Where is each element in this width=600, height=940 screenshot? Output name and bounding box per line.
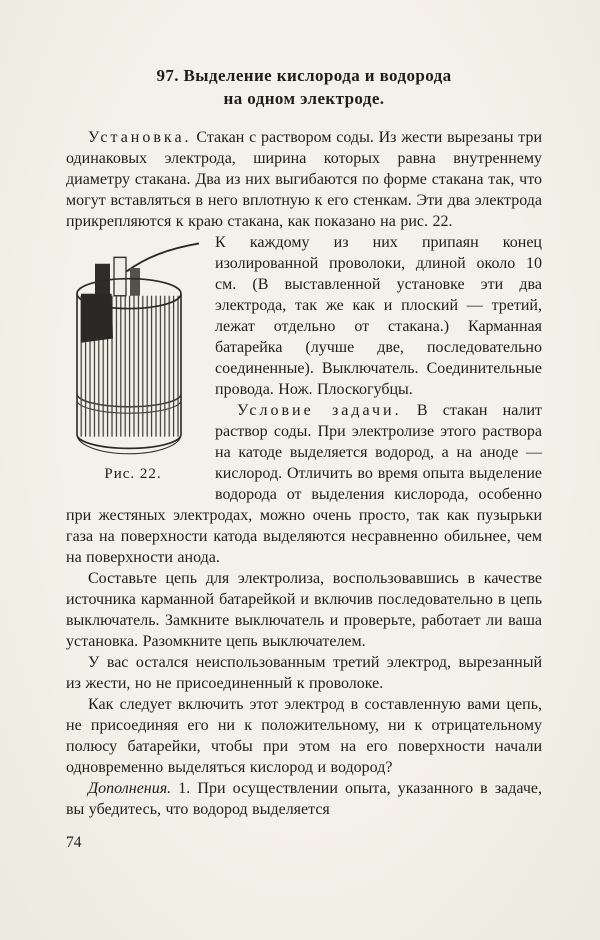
paragraph-question — [66, 694, 542, 778]
paragraph-additions — [66, 778, 542, 820]
additions-lead-word: Дополнения. — [88, 780, 172, 797]
additions-text: 1. При осуществлении опыта, указанного в задаче, вы убедитесь, что водород выделяется — [66, 780, 543, 818]
task-text: В стакан налит раствор соды. При электролизе этого раствора на катоде выделяется водород, а на аноде — кислород. Отличить во время опыта выделение водорода от выделения кислорода, особенно при жестяных электродах, можно очень просто, так как пузырьки газа на поверхности катода выделяются несравненно обильнее, чем на поверхности анода. — [66, 402, 542, 566]
beaker-illustration-icon — [66, 236, 200, 458]
assemble-text: Составьте цепь для электролиза, воспользовавшись в качестве источника карманной батарейкой и включив последовательно в цепь выключатель. Замкните выключатель и проверьте, работает ли ваша установка. Разомкните цепь выключателем. — [66, 570, 542, 650]
paragraph-setup — [66, 127, 542, 232]
figure-caption: Рис. 22. — [104, 466, 162, 482]
setup-lead-word: Установка. — [88, 129, 192, 146]
third-electrode-text: У вас остался неиспользованным третий электрод, вырезанный из жести, но не присоединенный к проволоке. — [66, 654, 542, 692]
figure-22 — [66, 236, 200, 483]
paragraph-third-electrode — [66, 652, 542, 694]
page-number: 74 — [66, 834, 82, 851]
section-heading — [66, 64, 542, 110]
paragraph-assemble-circuit — [66, 568, 542, 652]
materials-text: К каждому из них припаян конец изолированной проволоки, длиной около 10 см. (В выставленной установке эти два электрода, так же как и плоский — третий, лежат отдельно от стакана.) Карманная батарейка (лучше две, последовательно соединенные). Выключатель. Соединительные провода. Нож. Плоскогубцы. — [215, 234, 542, 398]
task-lead-words: Условие задачи. — [237, 402, 402, 419]
heading-line-2: на одном электроде. — [223, 89, 385, 108]
setup-text: Стакан с раствором соды. Из жести вырезаны три одинаковых электрода, ширина которых равна внутреннему диаметру стакана. Два из них выгибаются по форме стакана так, что могут вставляться в него вплотную к его стенкам. Эти два электрода прикрепляются к краю стакана, как показано на рис. 22. — [66, 129, 543, 230]
question-text: Как следует включить этот электрод в составленную вами цепь, не присоединяя его ни к положительному, ни к отрицательному полюсу батарейки, чтобы при этом на его поверхности начали одновременно выделяться кислород и водород? — [66, 696, 542, 776]
heading-line-1: 97. Выделение кислорода и водорода — [156, 66, 452, 85]
